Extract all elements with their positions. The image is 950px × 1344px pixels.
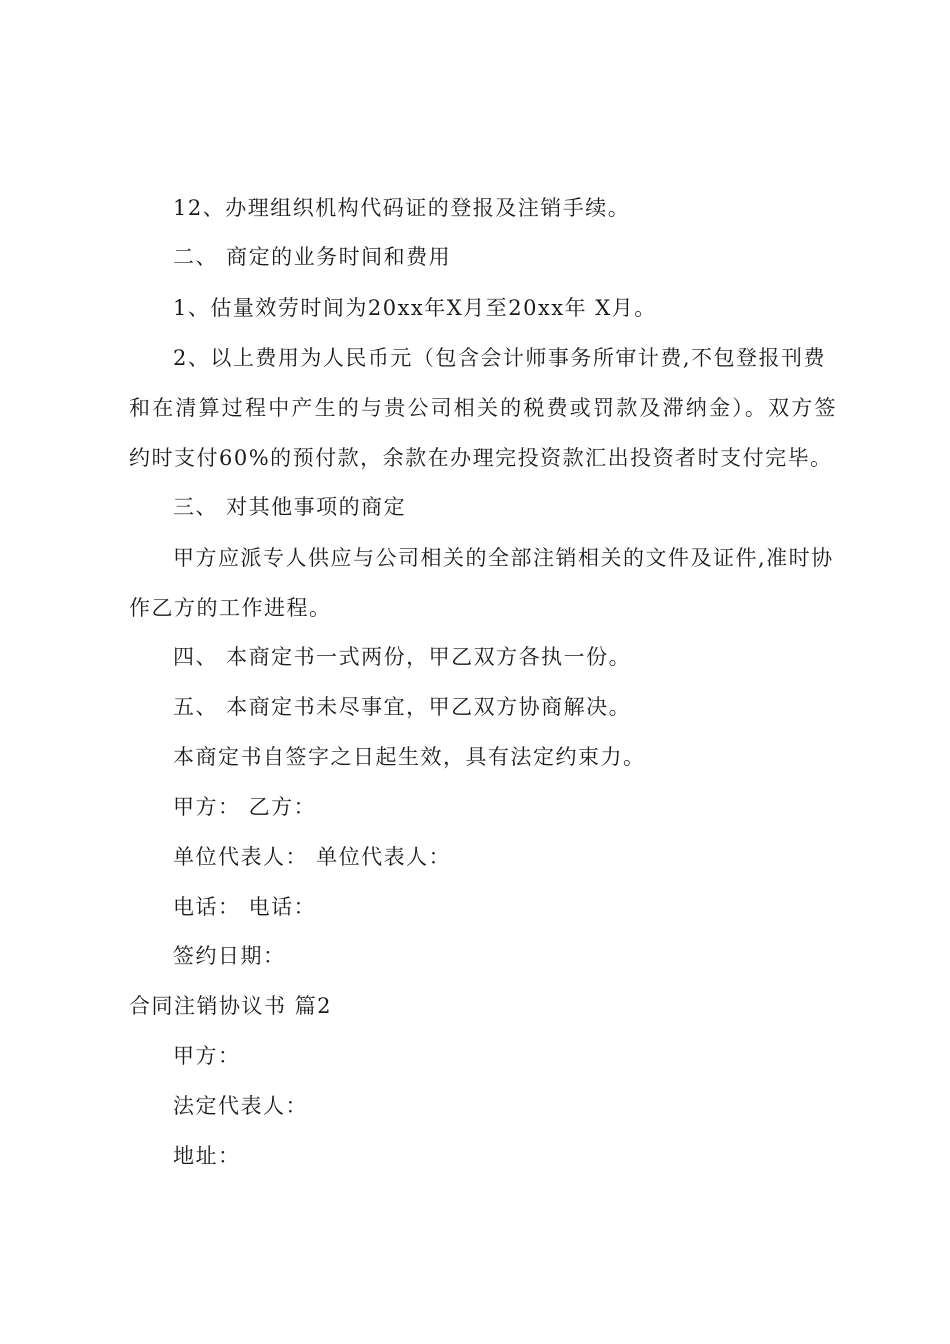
section-four: 四、 本商定书一式两份，甲乙双方各执一份。: [173, 645, 632, 669]
section-five: 五、 本商定书未尽事宜，甲乙双方协商解决。: [173, 695, 632, 719]
article-2-title: 合同注销协议书 篇2: [129, 994, 333, 1018]
section-three-heading: 三、 对其他事项的商定: [173, 495, 407, 519]
address-line: 地址：: [173, 1144, 241, 1168]
signing-date-line: 签约日期：: [173, 944, 286, 968]
effective-clause: 本商定书自签字之日起生效，具有法定约束力。: [173, 745, 646, 769]
party-a-duty-line-1: 甲方应派专人供应与公司相关的全部注销相关的文件及证件,准时协: [173, 546, 834, 570]
legal-representative-line: 法定代表人：: [173, 1094, 308, 1118]
parties-line: 甲方： 乙方：: [173, 795, 317, 819]
fee-clause-line-1: 2、以上费用为人民币元（包含会计师事务所审计费,不包登报刊费: [173, 346, 827, 370]
fee-clause-line-3: 约时支付60%的预付款，余款在办理完投资款汇出投资者时支付完毕。: [129, 446, 833, 470]
fee-clause-line-2: 和在清算过程中产生的与贵公司相关的税费或罚款及滞纳金）。双方签: [129, 396, 838, 420]
service-time-clause: 1、估量效劳时间为20xx年X月至20xx年 X月。: [173, 296, 657, 320]
clause-12: 12、办理组织机构代码证的登报及注销手续。: [173, 196, 631, 220]
phones-line: 电话： 电话：: [173, 895, 317, 919]
section-two-heading: 二、 商定的业务时间和费用: [173, 245, 452, 269]
party-a-line: 甲方：: [173, 1044, 241, 1068]
party-a-duty-line-2: 作乙方的工作进程。: [129, 596, 332, 620]
representatives-line: 单位代表人： 单位代表人：: [173, 845, 452, 869]
